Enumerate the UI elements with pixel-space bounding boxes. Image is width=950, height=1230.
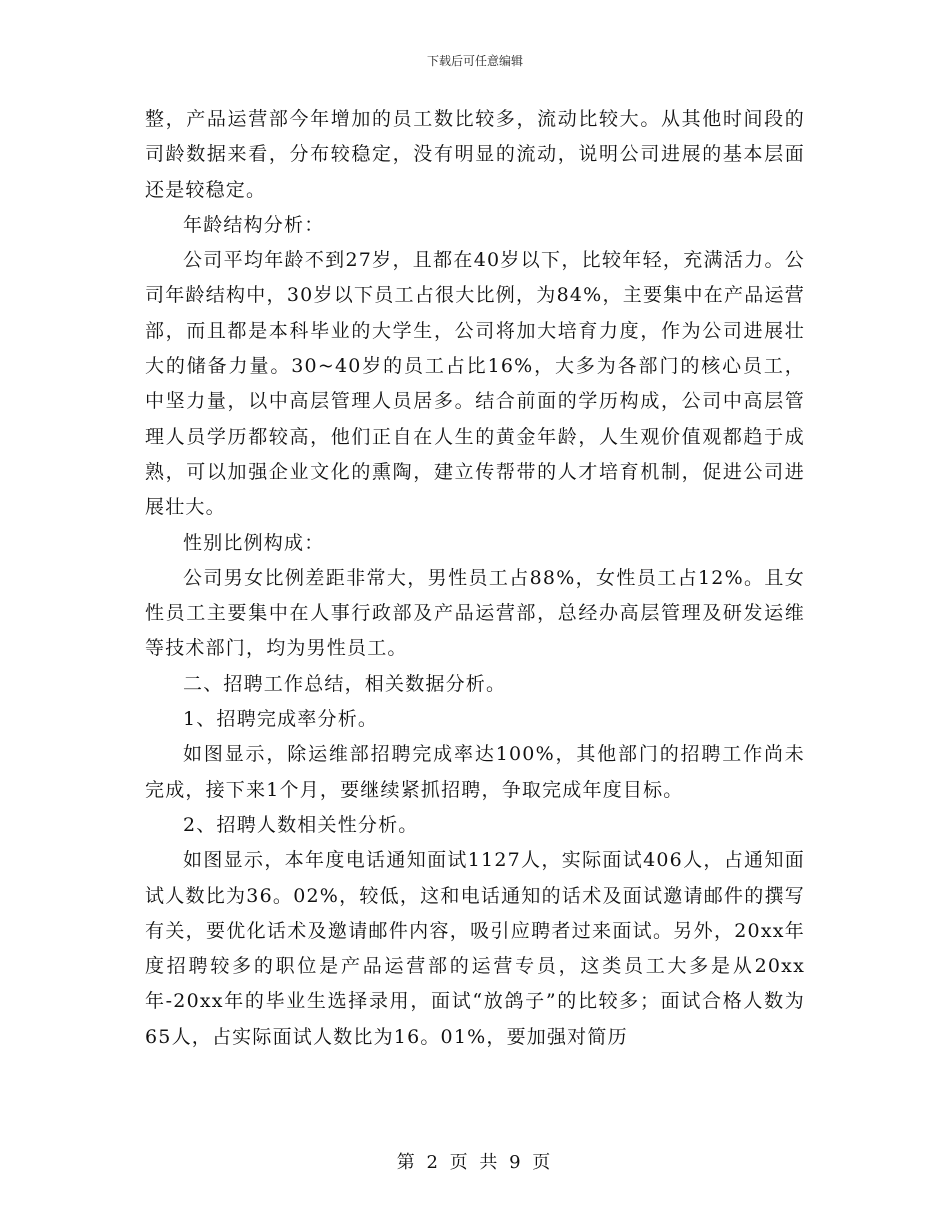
paragraph-correlation-analysis: 如图显示，本年度电话通知面试1127人，实际面试406人，占通知面试人数比为36。02%，较低，这和电话通知的话术及面试邀请邮件的撰写有关，要优化话术及邀请邮件内容，吸引应聘者过来面试。另外，20xx年度招聘较多的职位是产品运营部的运营专员，这类员工大多是从20xx年-20xx年的毕业生选择录用，面试“放鸽子”的比较多；面试合格人数为65人，占实际面试人数比为16。01%，要加强对简历 [145,849,805,1048]
heading-completion-rate: 1、招聘完成率分析。 [183,708,379,731]
heading-recruitment-summary: 二、招聘工作总结，相关数据分析。 [183,672,507,695]
heading-gender-ratio: 性别比例构成： [183,531,325,554]
document-body [145,102,805,1055]
heading-age-structure: 年龄结构分析： [183,213,325,236]
paragraph-completion-rate: 如图显示，除运维部招聘完成率达100%，其他部门的招聘工作尚未完成，接下来1个月，要继续紧抓招聘，争取完成年度目标。 [145,743,805,801]
page-header: 下载后可任意编辑 [426,54,523,68]
paragraph-age-analysis: 公司平均年龄不到27岁，且都在40岁以下，比较年轻，充满活力。公司年龄结构中，30岁以下员工占很大比例，为84%，主要集中在产品运营部，而且都是本科毕业的大学生，公司将加大培育力度，作为公司进展壮大的储备力量。30~40岁的员工占比16%，大多为各部门的核心员工，中坚力量，以中高层管理人员居多。结合前面的学历构成，公司中高层管理人员学历都较高，他们正自在人生的黄金年龄，人生观价值观都趋于成熟，可以加强企业文化的熏陶，建立传帮带的人才培育机制，促进公司进展壮大。 [145,249,805,519]
page-footer: 第 2 页 共 9 页 [396,1152,554,1173]
paragraph-gender-analysis: 公司男女比例差距非常大，男性员工占88%，女性员工占12%。且女性员工主要集中在人事行政部及产品运营部，总经办高层管理及研发运维等技术部门，均为男性员工。 [145,566,805,660]
heading-correlation-analysis: 2、招聘人数相关性分析。 [183,813,419,836]
paragraph-continuation: 整，产品运营部今年增加的员工数比较多，流动比较大。从其他时间段的司龄数据来看，分布较稳定，没有明显的流动，说明公司进展的基本层面还是较稳定。 [145,108,805,201]
